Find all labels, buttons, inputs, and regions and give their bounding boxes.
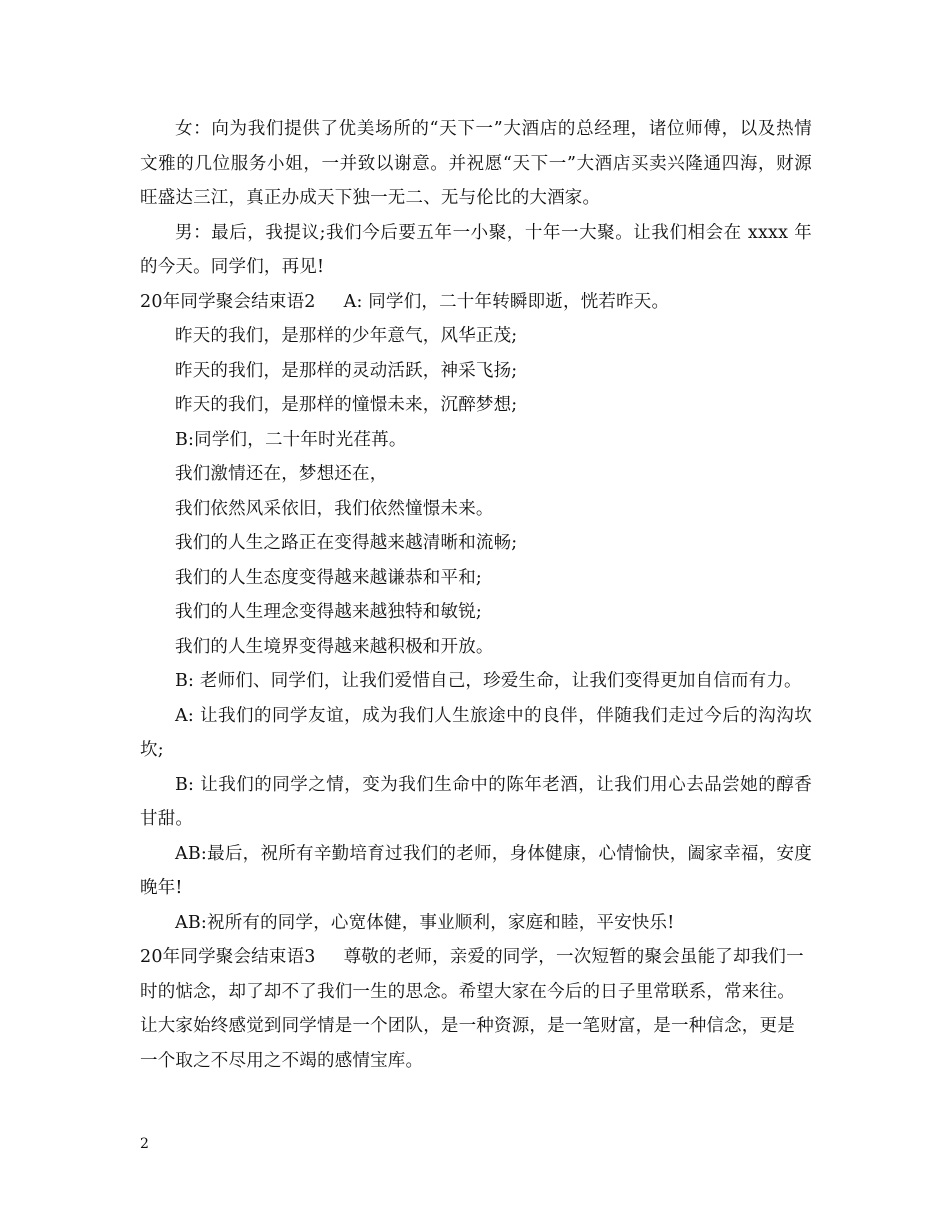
paragraph-male-farewell: 男：最后，我提议;我们今后要五年一小聚，十年一大聚。让我们相会在 xxxx 年的今天。同学们，再见! — [140, 222, 812, 277]
section2-line: B: 老师们、同学们，让我们爱惜自己，珍爱生命，让我们变得更加自信而有力。 — [175, 671, 802, 691]
section2-heading-line — [140, 285, 812, 320]
section2-line: 我们的人生境界变得越来越积极和开放。 — [175, 636, 494, 657]
section2-first-line: A: 同学们，二十年转瞬即逝，恍若昨天。 — [343, 291, 670, 312]
section2-line: 昨天的我们，是那样的灵动活跃，神采飞扬; — [175, 360, 518, 381]
section3-text: 尊敬的老师，亲爱的同学，一次短暂的聚会虽能了却我们一时的惦念，却了却不了我们一生的思念。希望大家在今后的日子里常联系，常来往。让大家始终感觉到同学情是一个团队，是一种资源，是一笔财富，是一种信念，更是一个取之不尽用之不竭的感情宝库。 — [140, 947, 804, 1071]
section2-line: AB:祝所有的同学，心宽体健，事业顺利，家庭和睦，平安快乐! — [175, 912, 675, 933]
section3-heading: 20年同学聚会结束语3 — [140, 947, 316, 967]
section2-line: 我们激情还在，梦想还在， — [175, 464, 388, 484]
section2-heading: 20年同学聚会结束语2 — [140, 291, 316, 312]
paragraph-female-thanks: 女：向为我们提供了优美场所的“天下一”大酒店的总经理，诸位师傅，以及热情文雅的几位服务小姐，一并致以谢意。并祝愿“天下一”大酒店买卖兴隆通四海，财源旺盛达三江，真正办成天下独一无二、无与伦比的大酒家。 — [140, 119, 812, 208]
document-body — [140, 112, 812, 1078]
section2-line: B:同学们，二十年时光荏苒。 — [175, 429, 407, 450]
section2-line: 我们的人生之路正在变得越来越清晰和流畅; — [175, 533, 518, 553]
section2-line: 我们依然风采依旧，我们依然憧憬未来。 — [175, 498, 494, 519]
section2-line: 我们的人生理念变得越来越独特和敏锐; — [175, 602, 482, 622]
page-number: 2 — [140, 1136, 149, 1152]
section2-line: A: 让我们的同学友谊，成为我们人生旅途中的良伴，伴随我们走过今后的沟沟坎坎; — [140, 705, 812, 760]
section2-line: 我们的人生态度变得越来越谦恭和平和; — [175, 567, 482, 588]
section2-line: 昨天的我们，是那样的少年意气，风华正茂; — [175, 326, 518, 346]
section2-line: 昨天的我们，是那样的憧憬未来，沉醉梦想; — [175, 395, 518, 415]
section3-paragraph — [140, 940, 812, 1078]
section2-line: AB:最后，祝所有辛勤培育过我们的老师，身体健康，心情愉快，阖家幸福，安度晚年! — [140, 843, 812, 898]
section2-line: B: 让我们的同学之情，变为我们生命中的陈年老酒，让我们用心去品尝她的醇香甘甜。 — [140, 774, 812, 829]
